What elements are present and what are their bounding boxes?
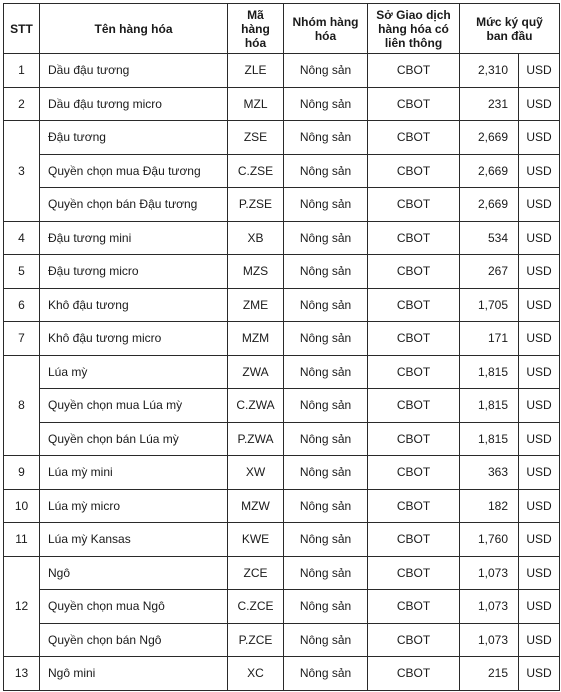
margin-cell: 534: [460, 221, 519, 255]
currency-cell: USD: [519, 489, 560, 523]
stt-cell: 9: [4, 456, 40, 490]
stt-cell: 2: [4, 87, 40, 121]
header-margin: Mức ký quỹ ban đầu: [460, 4, 560, 54]
name-cell: Ngô: [40, 556, 228, 590]
group-cell: Nông sản: [284, 590, 368, 624]
name-cell: Lúa mỳ mini: [40, 456, 228, 490]
name-cell: Đậu tương: [40, 121, 228, 155]
name-cell: Quyền chọn bán Đậu tương: [40, 188, 228, 222]
currency-cell: USD: [519, 255, 560, 289]
name-cell: Dầu đậu tương: [40, 54, 228, 88]
currency-cell: USD: [519, 355, 560, 389]
currency-cell: USD: [519, 288, 560, 322]
header-name: Tên hàng hóa: [40, 4, 228, 54]
margin-cell: 1,815: [460, 422, 519, 456]
name-cell: Khô đậu tương micro: [40, 322, 228, 356]
exchange-cell: CBOT: [368, 322, 460, 356]
margin-cell: 2,310: [460, 54, 519, 88]
currency-cell: USD: [519, 389, 560, 423]
stt-cell: 4: [4, 221, 40, 255]
name-cell: Quyền chọn bán Lúa mỳ: [40, 422, 228, 456]
margin-cell: 2,669: [460, 188, 519, 222]
table-row: [4, 590, 560, 624]
code-cell: C.ZWA: [228, 389, 284, 423]
name-cell: Quyền chọn mua Ngô: [40, 590, 228, 624]
table-row: [4, 422, 560, 456]
group-cell: Nông sản: [284, 288, 368, 322]
margin-cell: 182: [460, 489, 519, 523]
stt-cell: 12: [4, 556, 40, 657]
currency-cell: USD: [519, 54, 560, 88]
code-cell: MZM: [228, 322, 284, 356]
code-cell: P.ZWA: [228, 422, 284, 456]
margin-cell: 1,073: [460, 590, 519, 624]
header-group: Nhóm hàng hóa: [284, 4, 368, 54]
stt-cell: 3: [4, 121, 40, 222]
stt-cell: 5: [4, 255, 40, 289]
name-cell: Lúa mỳ: [40, 355, 228, 389]
header-stt: STT: [4, 4, 40, 54]
exchange-cell: CBOT: [368, 389, 460, 423]
exchange-cell: CBOT: [368, 623, 460, 657]
table-body: [4, 54, 560, 691]
currency-cell: USD: [519, 188, 560, 222]
code-cell: XW: [228, 456, 284, 490]
table-row: [4, 255, 560, 289]
name-cell: Đậu tương mini: [40, 221, 228, 255]
name-cell: Khô đậu tương: [40, 288, 228, 322]
currency-cell: USD: [519, 221, 560, 255]
code-cell: MZL: [228, 87, 284, 121]
group-cell: Nông sản: [284, 523, 368, 557]
code-cell: P.ZCE: [228, 623, 284, 657]
margin-cell: 1,815: [460, 389, 519, 423]
stt-cell: 13: [4, 657, 40, 691]
table-row: [4, 456, 560, 490]
stt-cell: 1: [4, 54, 40, 88]
table-row: [4, 657, 560, 691]
code-cell: XB: [228, 221, 284, 255]
exchange-cell: CBOT: [368, 355, 460, 389]
exchange-cell: CBOT: [368, 523, 460, 557]
stt-cell: 7: [4, 322, 40, 356]
code-cell: MZW: [228, 489, 284, 523]
code-cell: ZSE: [228, 121, 284, 155]
currency-cell: USD: [519, 556, 560, 590]
name-cell: Ngô mini: [40, 657, 228, 691]
name-cell: Quyền chọn mua Lúa mỳ: [40, 389, 228, 423]
exchange-cell: CBOT: [368, 54, 460, 88]
exchange-cell: CBOT: [368, 154, 460, 188]
group-cell: Nông sản: [284, 556, 368, 590]
margin-cell: 1,815: [460, 355, 519, 389]
header-row: [4, 4, 560, 54]
name-cell: Quyền chọn bán Ngô: [40, 623, 228, 657]
exchange-cell: CBOT: [368, 121, 460, 155]
header-exchange: Sở Giao dịch hàng hóa có liên thông: [368, 4, 460, 54]
group-cell: Nông sản: [284, 154, 368, 188]
name-cell: Dầu đậu tương micro: [40, 87, 228, 121]
group-cell: Nông sản: [284, 657, 368, 691]
code-cell: ZLE: [228, 54, 284, 88]
group-cell: Nông sản: [284, 121, 368, 155]
group-cell: Nông sản: [284, 322, 368, 356]
margin-cell: 1,073: [460, 556, 519, 590]
table-row: [4, 355, 560, 389]
table-row: [4, 221, 560, 255]
group-cell: Nông sản: [284, 221, 368, 255]
margin-table: [3, 3, 560, 691]
code-cell: MZS: [228, 255, 284, 289]
margin-cell: 363: [460, 456, 519, 490]
margin-cell: 171: [460, 322, 519, 356]
currency-cell: USD: [519, 456, 560, 490]
margin-cell: 231: [460, 87, 519, 121]
table-row: [4, 322, 560, 356]
name-cell: Đậu tương micro: [40, 255, 228, 289]
code-cell: XC: [228, 657, 284, 691]
exchange-cell: CBOT: [368, 556, 460, 590]
group-cell: Nông sản: [284, 188, 368, 222]
currency-cell: USD: [519, 322, 560, 356]
stt-cell: 10: [4, 489, 40, 523]
table-row: [4, 623, 560, 657]
table-row: [4, 121, 560, 155]
margin-cell: 1,705: [460, 288, 519, 322]
name-cell: Lúa mỳ Kansas: [40, 523, 228, 557]
code-cell: P.ZSE: [228, 188, 284, 222]
exchange-cell: CBOT: [368, 489, 460, 523]
exchange-cell: CBOT: [368, 456, 460, 490]
code-cell: ZME: [228, 288, 284, 322]
currency-cell: USD: [519, 121, 560, 155]
currency-cell: USD: [519, 623, 560, 657]
code-cell: C.ZCE: [228, 590, 284, 624]
margin-cell: 1,760: [460, 523, 519, 557]
group-cell: Nông sản: [284, 255, 368, 289]
currency-cell: USD: [519, 422, 560, 456]
group-cell: Nông sản: [284, 389, 368, 423]
margin-cell: 2,669: [460, 121, 519, 155]
group-cell: Nông sản: [284, 456, 368, 490]
table-row: [4, 188, 560, 222]
name-cell: Lúa mỳ micro: [40, 489, 228, 523]
currency-cell: USD: [519, 154, 560, 188]
margin-cell: 215: [460, 657, 519, 691]
currency-cell: USD: [519, 590, 560, 624]
margin-cell: 267: [460, 255, 519, 289]
code-cell: ZCE: [228, 556, 284, 590]
code-cell: ZWA: [228, 355, 284, 389]
exchange-cell: CBOT: [368, 590, 460, 624]
exchange-cell: CBOT: [368, 422, 460, 456]
table-row: [4, 154, 560, 188]
exchange-cell: CBOT: [368, 255, 460, 289]
table-row: [4, 87, 560, 121]
code-cell: C.ZSE: [228, 154, 284, 188]
table-row: [4, 288, 560, 322]
margin-cell: 2,669: [460, 154, 519, 188]
currency-cell: USD: [519, 87, 560, 121]
exchange-cell: CBOT: [368, 288, 460, 322]
name-cell: Quyền chọn mua Đậu tương: [40, 154, 228, 188]
exchange-cell: CBOT: [368, 87, 460, 121]
group-cell: Nông sản: [284, 489, 368, 523]
code-cell: KWE: [228, 523, 284, 557]
table-row: [4, 389, 560, 423]
stt-cell: 8: [4, 355, 40, 456]
currency-cell: USD: [519, 657, 560, 691]
header-code: Mã hàng hóa: [228, 4, 284, 54]
exchange-cell: CBOT: [368, 657, 460, 691]
group-cell: Nông sản: [284, 623, 368, 657]
exchange-cell: CBOT: [368, 221, 460, 255]
table-row: [4, 523, 560, 557]
group-cell: Nông sản: [284, 422, 368, 456]
table-row: [4, 54, 560, 88]
currency-cell: USD: [519, 523, 560, 557]
stt-cell: 11: [4, 523, 40, 557]
table-row: [4, 556, 560, 590]
margin-cell: 1,073: [460, 623, 519, 657]
group-cell: Nông sản: [284, 355, 368, 389]
group-cell: Nông sản: [284, 54, 368, 88]
table-row: [4, 489, 560, 523]
stt-cell: 6: [4, 288, 40, 322]
group-cell: Nông sản: [284, 87, 368, 121]
exchange-cell: CBOT: [368, 188, 460, 222]
